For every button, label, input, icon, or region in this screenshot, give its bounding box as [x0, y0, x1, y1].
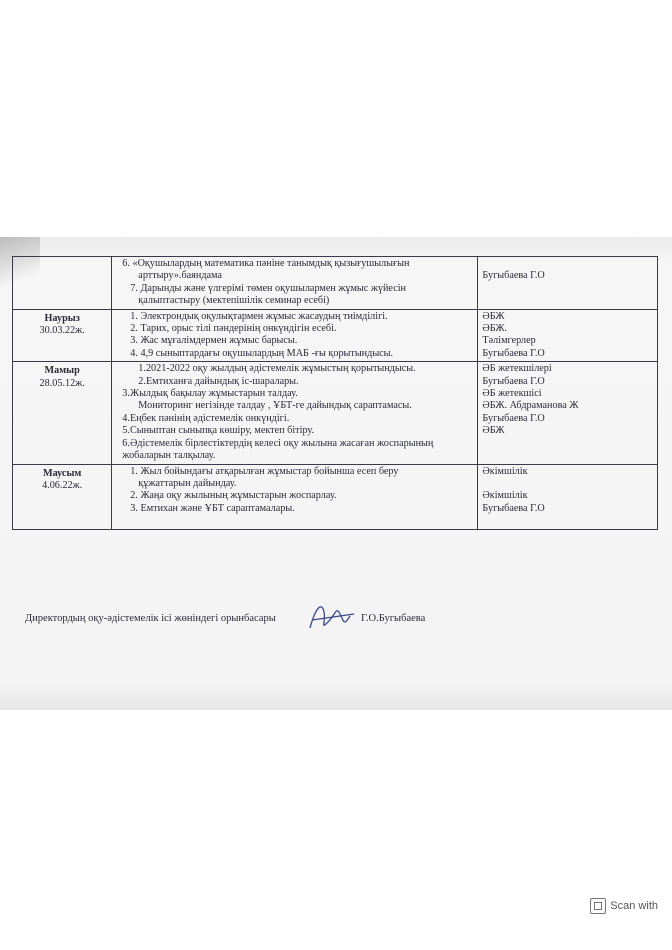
month-name: Мамыр	[44, 365, 80, 377]
month-cell	[13, 309, 112, 362]
list-item: жобаларын талқылау.	[122, 450, 216, 462]
responsible: ӘБ жетекшілері	[482, 363, 552, 375]
responsible	[482, 450, 653, 462]
list-item: Мониторинг негізінде талдау , ҰБТ-ге дайындық сараптамасы.	[138, 400, 412, 412]
list-item: 2. Тарих, орыс тілі пәндерінің онкүндігін есебі.	[130, 323, 337, 335]
responsible: Бугыбаева Г.О	[482, 347, 545, 359]
list-item: 4.Еңбек пәнінің әдістемелік онкүндігі.	[122, 412, 290, 424]
responsible: Бугыбаева Г.О	[482, 375, 545, 387]
list-item: 7. Дарынды және үлгерімі төмен оқушылармен жұмыс жүйесін	[130, 282, 407, 294]
responsible-cell	[478, 464, 658, 529]
responsible: ӘБЖ	[482, 425, 505, 437]
items-cell	[112, 362, 478, 464]
responsible: Бугыбаева Г.О	[482, 270, 545, 282]
scan-label: Scan with	[610, 900, 658, 912]
list-item: қалыптастыру (мектепішілік семинар есебі)	[138, 295, 330, 307]
month-date: 28.05.12ж.	[39, 377, 85, 389]
responsible	[482, 258, 653, 270]
responsible: Бугыбаева Г.О	[482, 502, 545, 514]
responsible-cell	[478, 362, 658, 464]
list-item: 1.2021-2022 оқу жылдың әдістемелік жұмыстың қорытындысы.	[138, 363, 416, 375]
list-item: арттыру».баяндама	[138, 270, 222, 282]
list-item: 2.Емтиханға дайындық іс-шаралары.	[138, 375, 299, 387]
responsible: Әкімшілік	[482, 465, 528, 477]
month-name: Наурыз	[44, 312, 80, 324]
responsible: Бугыбаева Г.О	[482, 412, 545, 424]
list-item: құжаттарын дайындау.	[138, 477, 237, 489]
table-row	[13, 257, 658, 310]
month-cell	[13, 362, 112, 464]
scanner-icon	[590, 898, 606, 914]
table-row	[13, 362, 658, 464]
table-row	[13, 309, 658, 362]
signature-title: Директордың оқу-әдістемелік ісі жөніндегі орынбасары	[25, 613, 276, 624]
month-cell	[13, 464, 112, 529]
items-cell	[112, 464, 478, 529]
items-cell	[112, 257, 478, 310]
list-item: 1. Жыл бойындағы атқарылған жұмыстар бойынша есеп беру	[130, 465, 399, 477]
month-name: Маусым	[42, 467, 82, 479]
month-date: 4.06.22ж.	[42, 479, 83, 491]
work-plan-table	[12, 256, 658, 530]
responsible: ӘБЖ	[482, 310, 505, 322]
responsible	[482, 283, 653, 295]
responsible-cell	[478, 257, 658, 310]
list-item: 2. Жаңа оқу жылының жұмыстарын жоспарлау.	[130, 490, 337, 502]
list-item: 3. Жас мұғалімдермен жұмыс барысы.	[130, 335, 298, 347]
list-item: 1. Электрондық оқулықтармен жұмыс жасаудың тиімділігі.	[130, 310, 388, 322]
responsible	[482, 438, 653, 450]
month-date: 30.03.22ж.	[39, 325, 85, 337]
responsible: ӘБЖ.	[482, 323, 508, 335]
responsible	[482, 295, 653, 307]
list-item: 6.Әдістемелік бірлестіктердің келесі оқу жылына жасаған жоспарының	[122, 437, 434, 449]
responsible: Әкімшілік	[482, 490, 528, 502]
list-item: 3.Жылдық бақылау жұмыстарын талдау.	[122, 388, 298, 400]
month-cell	[13, 257, 112, 310]
responsible: ӘБЖ. Абдраманова Ж	[482, 400, 579, 412]
list-item: 4. 4,9 сыныптардағы оқушылардың МАБ -ғы қорытындысы.	[130, 347, 394, 359]
responsible	[482, 478, 653, 490]
table-row	[13, 464, 658, 529]
scan-watermark	[590, 898, 658, 914]
list-item: 3. Емтихан және ҰБТ сараптамалары.	[130, 502, 295, 514]
responsible: ӘБ жетекшісі	[482, 388, 542, 400]
list-item: 5.Сыныптан сыныпқа көшіру, мектеп бітіру.	[122, 425, 315, 437]
responsible: Тәлімгерлер	[482, 335, 536, 347]
responsible-cell	[478, 309, 658, 362]
handwritten-signature	[306, 600, 356, 634]
list-item: 6. «Оқушылардың математика пәніне танымдық қызығушылығын	[122, 258, 410, 269]
items-cell	[112, 309, 478, 362]
signature-name: Г.О.Бугыбаева	[361, 613, 426, 624]
